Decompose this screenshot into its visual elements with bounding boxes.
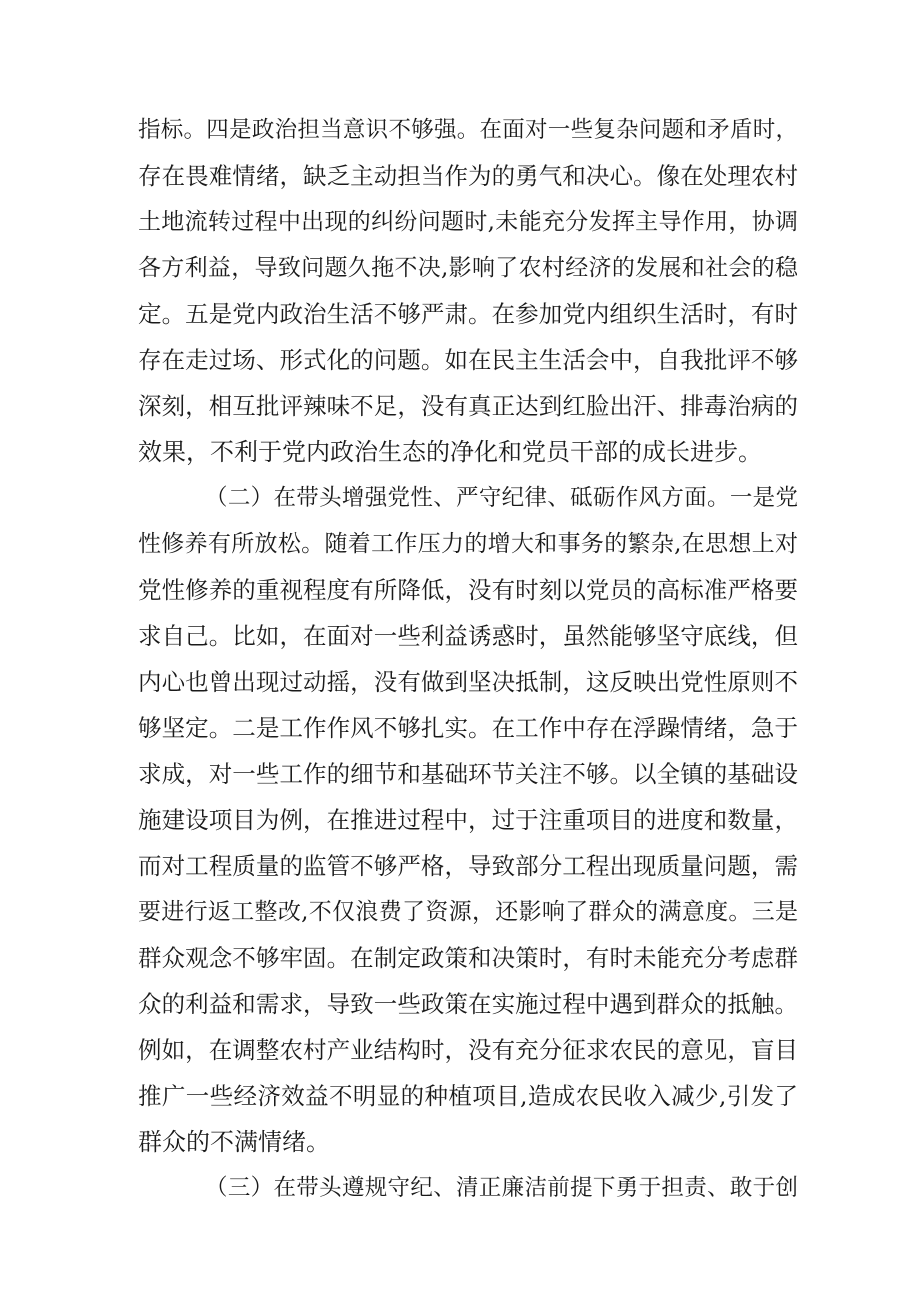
paragraph-line: 够坚定。二是工作作风不够扎实。在工作中存在浮躁情绪，急于 <box>138 714 798 742</box>
paragraph-line: 施建设项目为例，在推进过程中，过于注重项目的进度和数量， <box>138 806 798 834</box>
paragraph-line: 众的利益和需求，导致一些政策在实施过程中遇到群众的抵触。 <box>138 990 798 1018</box>
paragraph-line: 指标。四是政治担当意识不够强。在面对一些复杂问题和矛盾时， <box>138 117 798 143</box>
paragraph-line: 求成，对一些工作的细节和基础环节关注不够。以全镇的基础设 <box>138 760 798 788</box>
paragraph-line: 党性修养的重视程度有所降低，没有时刻以党员的高标准严格要 <box>138 576 798 604</box>
paragraph-line: 群众的不满情绪。 <box>138 1128 330 1156</box>
paragraph-line: 求自己。比如，在面对一些利益诱惑时，虽然能够坚守底线，但 <box>138 622 798 650</box>
paragraph-line: 群众观念不够牢固。在制定政策和决策时，有时未能充分考虑群 <box>138 944 798 972</box>
paragraph-line: 内心也曾出现过动摇，没有做到坚决抵制，这反映出党性原则不 <box>138 668 798 696</box>
paragraph-line: 性修养有所放松。随着工作压力的增大和事务的繁杂,在思想上对 <box>138 531 798 557</box>
paragraph-line: 深刻，相互批评辣味不足，没有真正达到红脸出汗、排毒治病的 <box>138 392 798 420</box>
paragraph-line: 土地流转过程中出现的纠纷问题时,未能充分发挥主导作用，协调 <box>138 209 798 235</box>
section-heading-line: （三）在带头遵规守纪、清正廉洁前提下勇于担责、敢于创 <box>205 1175 798 1201</box>
paragraph-line: 存在走过场、形式化的问题。如在民主生活会中，自我批评不够 <box>138 346 798 374</box>
paragraph-line: 存在畏难情绪，缺乏主动担当作为的勇气和决心。像在处理农村 <box>138 162 798 190</box>
paragraph-line: 要进行返工整改,不仅浪费了资源，还影响了群众的满意度。三是 <box>138 899 798 925</box>
paragraph-line: 推广一些经济效益不明显的种植项目,造成农民收入减少,引发了 <box>138 1082 798 1110</box>
paragraph-line: 效果，不利于党内政治生态的净化和党员干部的成长进步。 <box>138 438 762 466</box>
paragraph-line: 各方利益，导致问题久拖不决,影响了农村经济的发展和社会的稳 <box>138 255 798 281</box>
paragraph-line: 而对工程质量的监管不够严格，导致部分工程出现质量问题，需 <box>138 852 798 880</box>
paragraph-line: 例如，在调整农村产业结构时，没有充分征求农民的意见，盲目 <box>138 1036 798 1064</box>
paragraph-line: 定。五是党内政治生活不够严肃。在参加党内组织生活时，有时 <box>138 300 798 328</box>
section-heading-line: （二）在带头增强党性、严守纪律、砥砺作风方面。一是党 <box>205 485 798 511</box>
